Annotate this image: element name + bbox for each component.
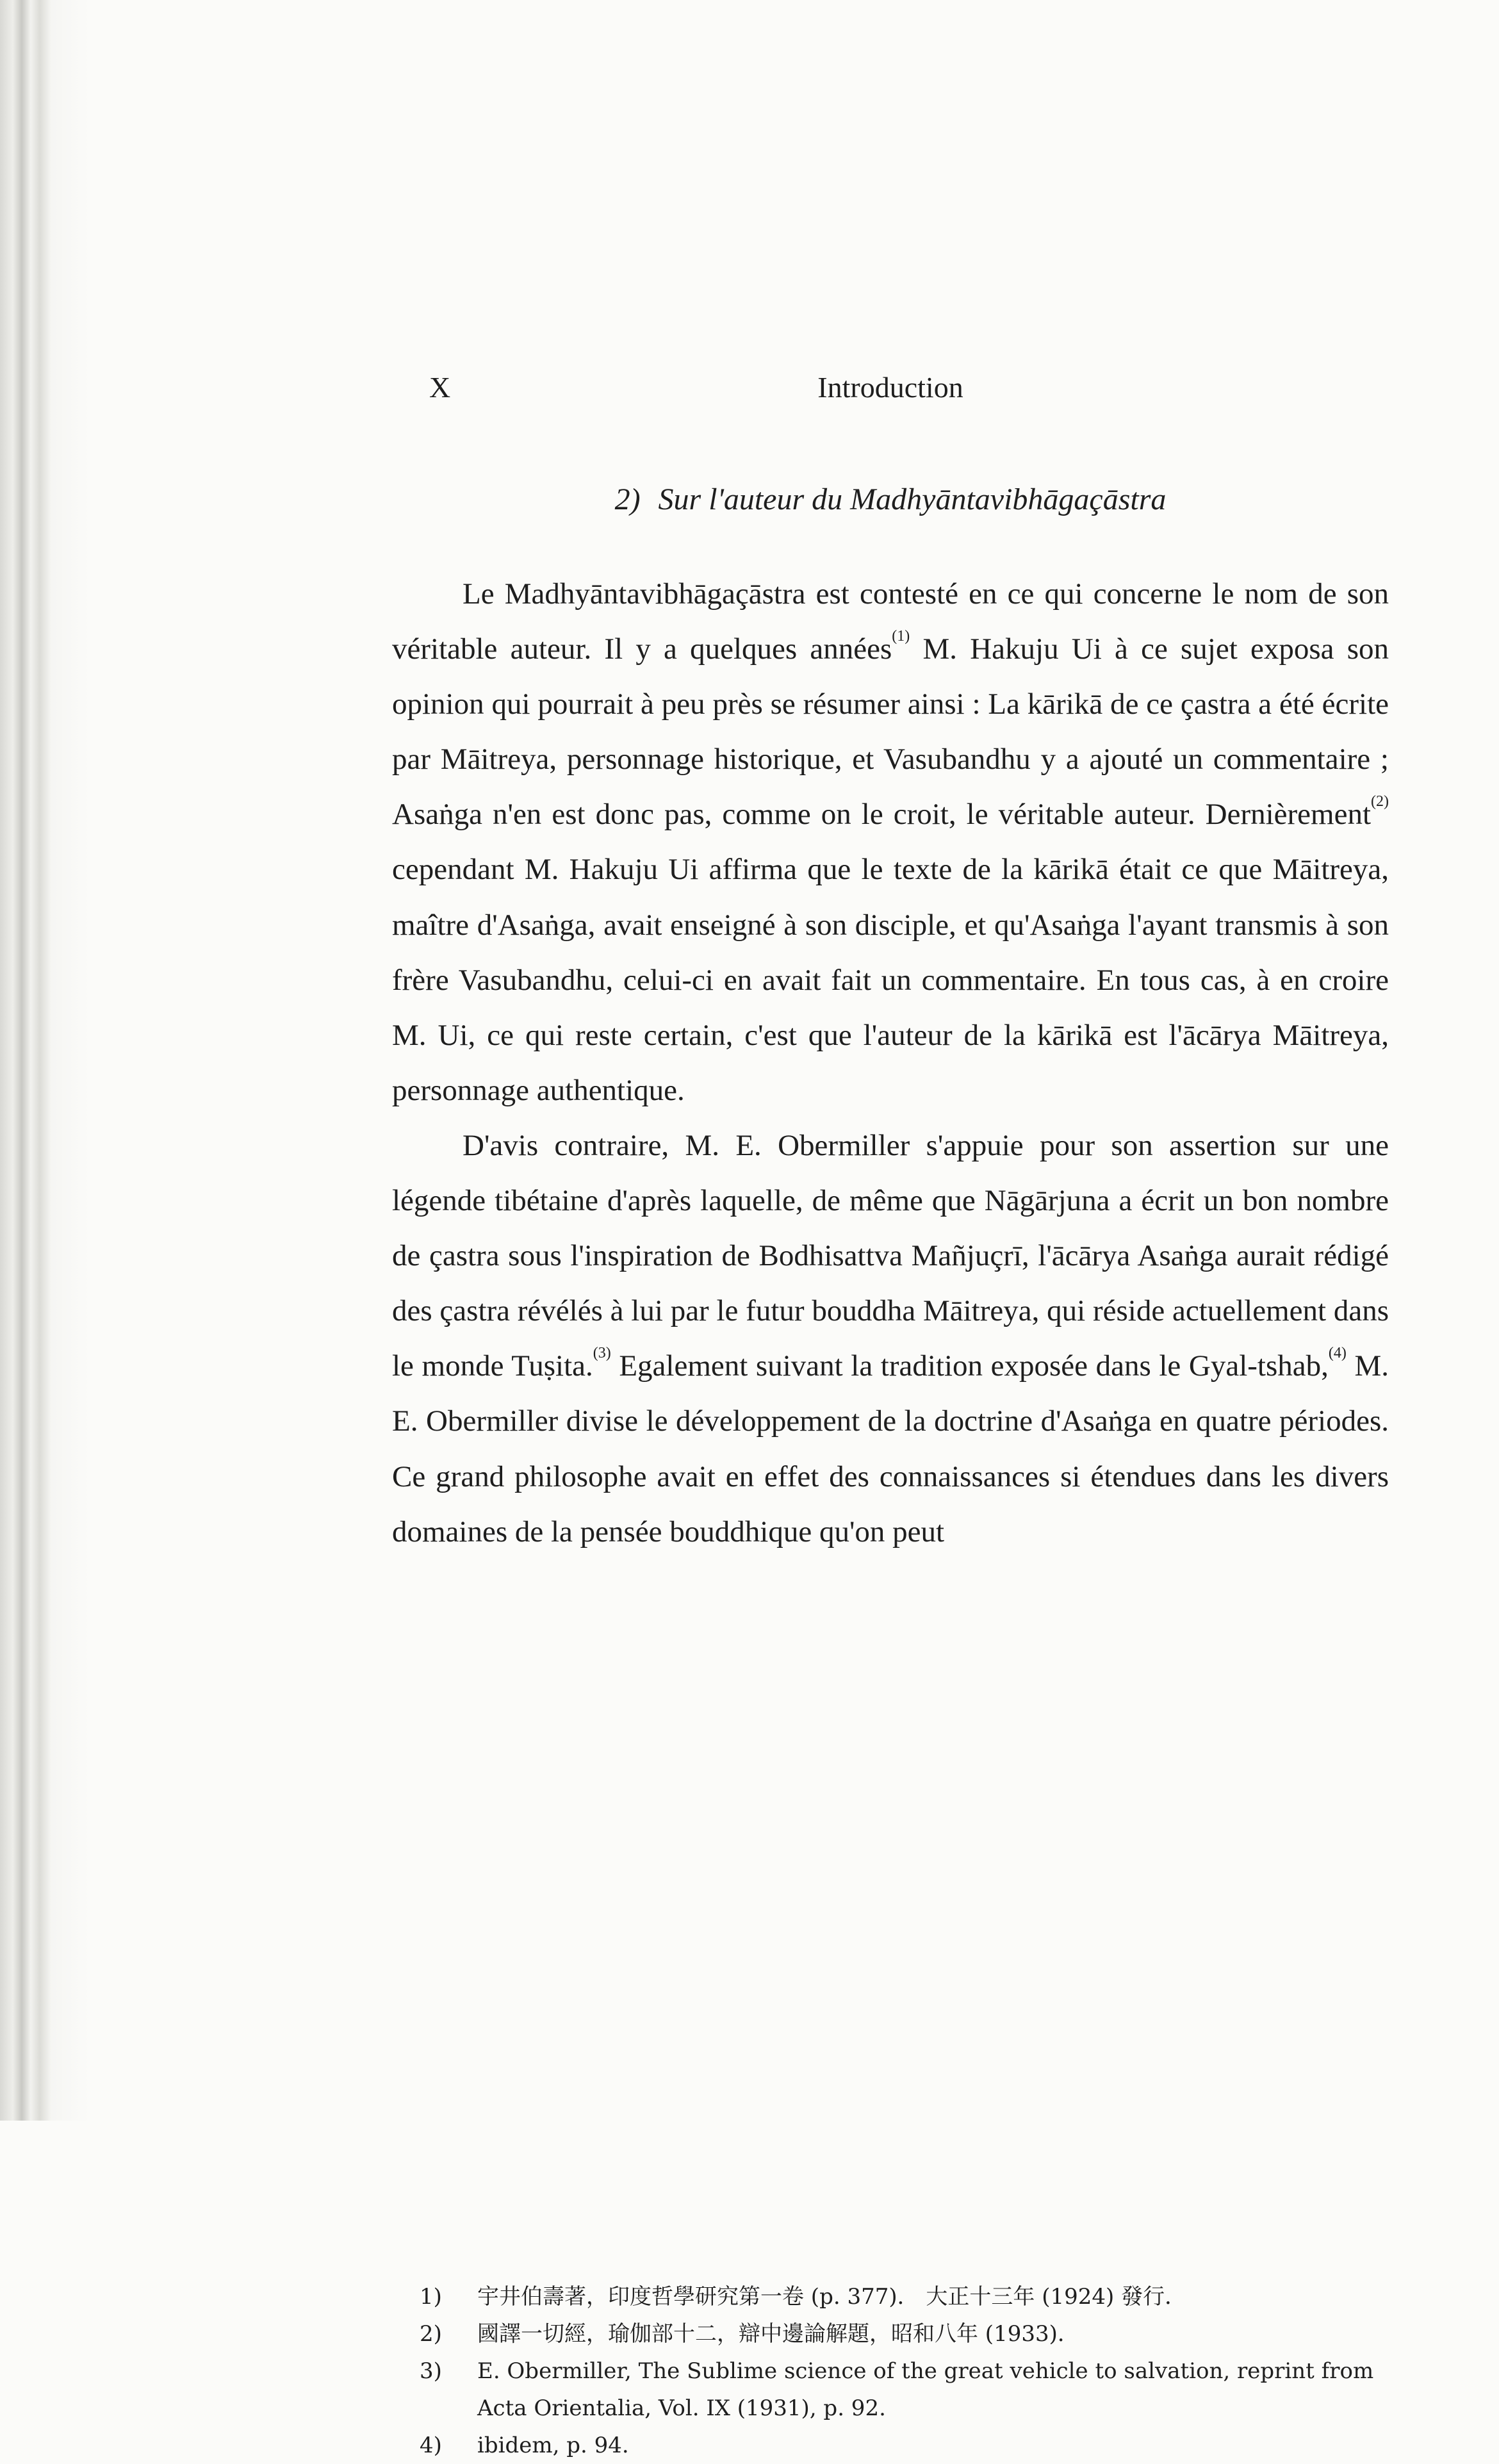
body-text	[392, 566, 1389, 1559]
paragraph-text: Egalement suivant la tradition exposée dans le Gyal-tshab,	[610, 1349, 1329, 1383]
footnote-number: 3)	[420, 2358, 442, 2384]
footnote-text: ibidem, p. 94.	[477, 2433, 629, 2458]
page-folio: X	[429, 371, 451, 404]
footnote-number: 2)	[420, 2321, 442, 2347]
section-title: Sur l'auteur du Madhyāntavibhāgaçāstra	[658, 482, 1167, 516]
section-heading	[384, 482, 1397, 517]
paragraph-text: D'avis contraire, M. E. Obermiller s'appuie pour son assertion sur une légende tibétaine d'après laquelle, de même que Nāgārjuna a écrit un bon nombre de çastra sous l'inspiration de Bodhisattva Mañjuçrī, l'ācārya Asaṅga aurait rédigé des çastra révélés à lui par le futur bouddha Māitreya, qui réside actuellement dans le monde Tuṣita.	[392, 1128, 1389, 1383]
footnote-text: 宇井伯壽著，印度哲學研究第一卷 (p. 377)． 大正十三年 (1924) 發行．	[477, 2284, 1187, 2310]
footnote-text: E. Obermiller, The Sublime science of the great vehicle to salvation, reprint from Acta Orientalia, Vol. IX (1931), p. 92.	[477, 2358, 1374, 2421]
footnote	[420, 2353, 1393, 2427]
paragraph-text: M. E. Obermiller divise le développement de la doctrine d'Asaṅga en quatre périodes. Ce grand philosophe avait en effet des connaissances si étendues dans les divers domaines de la pensée bouddhique qu'on peut	[392, 1349, 1389, 1548]
footnote-ref: (3)	[593, 1345, 611, 1362]
footnote-number: 4)	[420, 2433, 442, 2458]
footnote-ref: (4)	[1328, 1345, 1347, 1362]
footnotes	[420, 2278, 1393, 2464]
footnote-ref: (1)	[892, 628, 910, 645]
footnote-number: 1)	[420, 2284, 442, 2310]
footnote	[420, 2315, 1393, 2353]
paragraph	[392, 1118, 1389, 1559]
footnote	[420, 2427, 1393, 2464]
running-title: Introduction	[817, 371, 963, 404]
page-header	[384, 370, 1397, 415]
paragraph	[392, 566, 1389, 1118]
book-binding-edge	[0, 0, 90, 2121]
paragraph-text: Le Madhyāntavibhāgaçāstra est contesté en ce qui concerne le nom de son véritable auteur. Il y a quelques années	[392, 577, 1389, 666]
section-number: 2)	[614, 482, 641, 516]
paragraph-text: M. Hakuju Ui à ce sujet exposa son opinion qui pourrait à peu près se résumer ainsi : La kārikā de ce çastra a été écrite par Māitreya, personnage historique, et Vasubandhu y a ajouté un commentaire ; Asaṅga n'en est donc pas, comme on le croit, le véritable auteur. Dernièrement	[392, 632, 1389, 832]
paragraph-text: cependant M. Hakuju Ui affirma que le texte de la kārikā était ce que Māitreya, maître d'Asaṅga, avait enseigné à son disciple, et qu'Asaṅga l'ayant transmis à son frère Vasubandhu, celui-ci en avait fait un commentaire. En tous cas, à en croire M. Ui, ce qui reste certain, c'est que l'auteur de la kārikā est l'ācārya Māitreya, personnage authentique.	[392, 853, 1389, 1107]
footnote	[420, 2278, 1393, 2315]
footnote-text: 國譯一切經，瑜伽部十二，辯中邊論解題，昭和八年 (1933)．	[477, 2321, 1079, 2347]
footnote-ref: (2)	[1371, 793, 1389, 810]
